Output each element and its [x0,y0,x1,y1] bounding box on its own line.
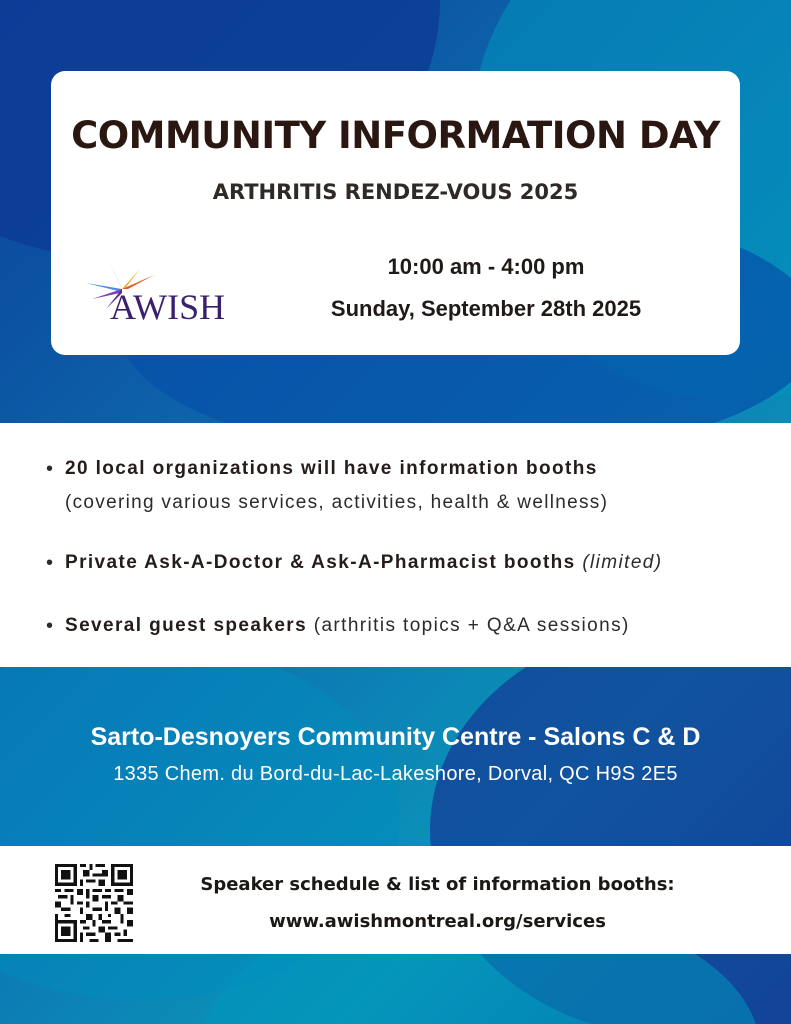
services-link[interactable]: www.awishmontreal.org/services [269,911,606,932]
list-item-detail: (covering various services, activities, health & wellness) [65,492,609,513]
list-item-bold: 20 local organizations will have information booths [65,458,598,479]
list-item-detail: (arthritis topics + Q&A sessions) [313,615,630,636]
bullet-icon: • [46,552,55,574]
page-title: COMMUNITY INFORMATION DAY [71,114,720,157]
qr-code-icon[interactable] [55,864,133,942]
list-item-line [65,552,663,574]
venue-name: Sarto-Desnoyers Community Centre - Salons C & D [90,723,701,751]
list-item-italic: (limited) [582,552,663,573]
bullet-icon: • [46,615,55,637]
venue-address: 1335 Chem. du Bord-du-Lac-Lakeshore, Dorval, QC H9S 2E5 [113,763,678,785]
event-date: Sunday, September 28th 2025 [330,296,642,321]
schedule-label: Speaker schedule & list of information booths: [200,874,675,895]
bullet-icon: • [46,458,55,480]
list-item-line [65,615,630,637]
page-subtitle: ARTHRITIS RENDEZ-VOUS 2025 [212,180,579,204]
awish-logo [82,255,252,325]
list-item-line [65,458,598,480]
list-item-bold: Private Ask-A-Doctor & Ask-A-Pharmacist booths [65,552,576,573]
list-item-bold: Several guest speakers [65,615,308,636]
logo-text: AWISH [110,287,226,325]
event-time: 10:00 am - 4:00 pm [387,254,585,279]
